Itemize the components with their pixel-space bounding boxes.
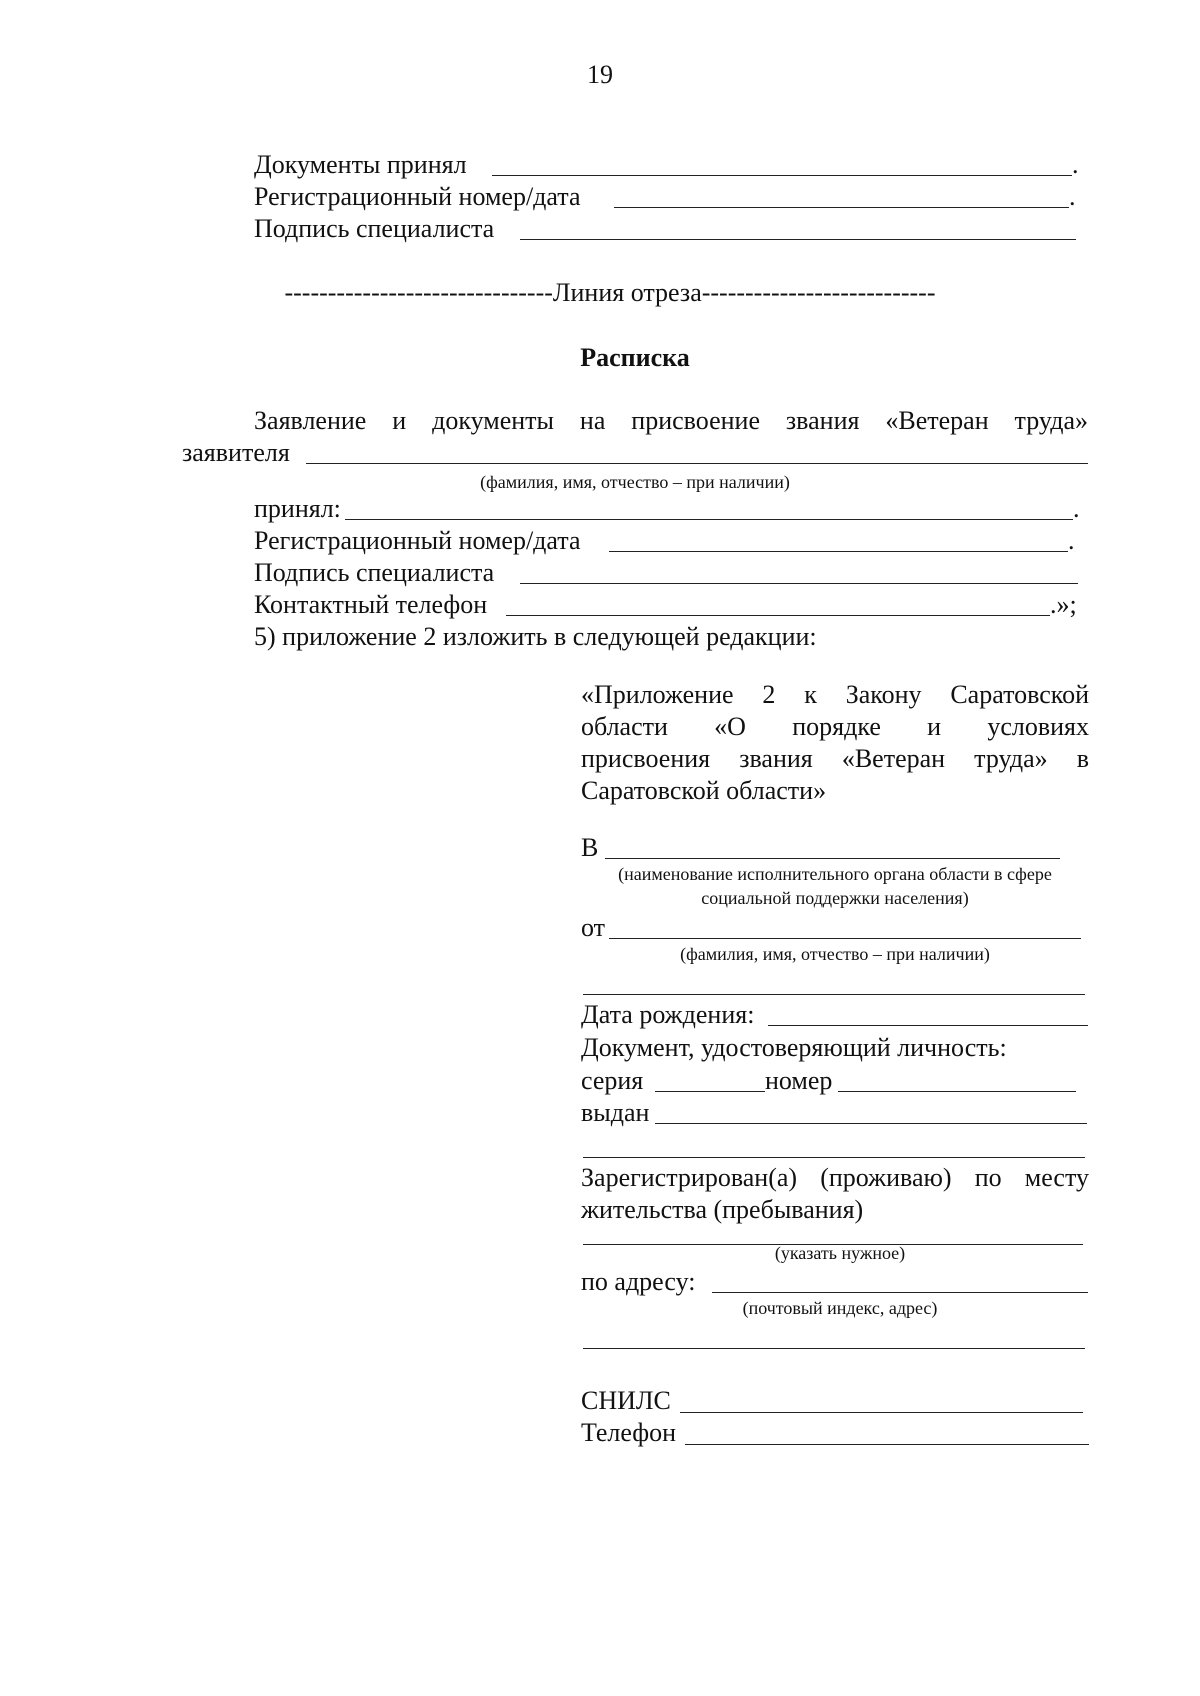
snils-line [680,1412,1083,1413]
from-label: от [581,913,606,942]
applicant-line [306,463,1088,464]
snils-label: СНИЛС [581,1386,671,1415]
docs-accepted-label: Документы принял [254,150,467,179]
receipt-specialist-signature-label: Подпись специалиста [254,558,495,587]
appendix-title-line-1: «Приложение 2 к Закону Саратовской [581,680,1089,709]
receipt-reg-number-date-line [609,551,1068,552]
to-label: В [581,833,599,862]
from-fio-hint: (фамилия, имя, отчество – при наличии) [680,944,990,964]
address-label: по адресу: [581,1267,696,1296]
series-label: серия [581,1066,644,1095]
applicant-label: заявителя [182,438,290,467]
phone-line [685,1444,1089,1445]
item5-text: 5) приложение 2 изложить в следующей редакции: [254,622,817,651]
reg-number-date-period: . [1069,182,1076,211]
appendix-title-line-4: Саратовской области» [581,776,827,805]
organ-hint-2: социальной поддержки населения) [701,888,969,908]
accepted-line [345,519,1073,520]
to-line [605,858,1060,859]
from-line [609,938,1081,939]
accepted-label: принял: [254,494,341,523]
receipt-reg-number-date-label: Регистрационный номер/дата [254,526,581,555]
specialist-signature-label: Подпись специалиста [254,214,495,243]
registered-label-2: жительства (пребывания) [581,1195,864,1224]
number-line [838,1091,1076,1092]
applicant-fio-hint: (фамилия, имя, отчество – при наличии) [480,472,790,492]
series-line [655,1091,765,1092]
receipt-title: Расписка [580,343,690,372]
from-extra-line [583,994,1085,995]
reg-number-date-line [614,207,1069,208]
docs-accepted-line [492,175,1072,176]
identity-doc-label: Документ, удостоверяющий личность: [581,1033,1007,1062]
organ-hint-1: (наименование исполнительного органа области в сфере [618,864,1052,884]
number-label: номер [765,1066,833,1095]
contact-phone-label: Контактный телефон [254,590,488,619]
address-line [712,1292,1088,1293]
accepted-period: . [1073,494,1080,523]
birth-date-line [768,1025,1088,1026]
issued-label: выдан [581,1098,650,1127]
reg-number-date-label: Регистрационный номер/дата [254,182,581,211]
address-hint: (почтовый индекс, адрес) [742,1298,938,1318]
receipt-specialist-signature-line [520,583,1078,584]
issued-line [655,1123,1087,1124]
docs-accepted-period: . [1072,150,1079,179]
page-number: 19 [587,60,613,89]
phone-label: Телефон [581,1418,677,1447]
issued-extra-line [583,1157,1085,1158]
specialist-signature-line [520,239,1076,240]
specify-hint: (указать нужное) [774,1243,906,1263]
contact-phone-line [506,615,1050,616]
birth-date-label: Дата рождения: [581,1000,755,1029]
appendix-title-line-3: присвоения звания «Ветеран труда» в [581,744,1089,773]
contact-phone-end-mark: .»; [1050,590,1077,619]
address-extra-line [583,1348,1085,1349]
receipt-intro: Заявление и документы на присвоение звания «Ветеран труда» [254,406,1088,435]
registered-label-1: Зарегистрирован(а) (проживаю) по месту [581,1163,1089,1192]
appendix-title-line-2: области «О порядке и условиях [581,712,1089,741]
receipt-reg-number-date-period: . [1068,526,1075,555]
cut-line: -------------------------------Линия отреза--------------------------- [284,278,936,307]
